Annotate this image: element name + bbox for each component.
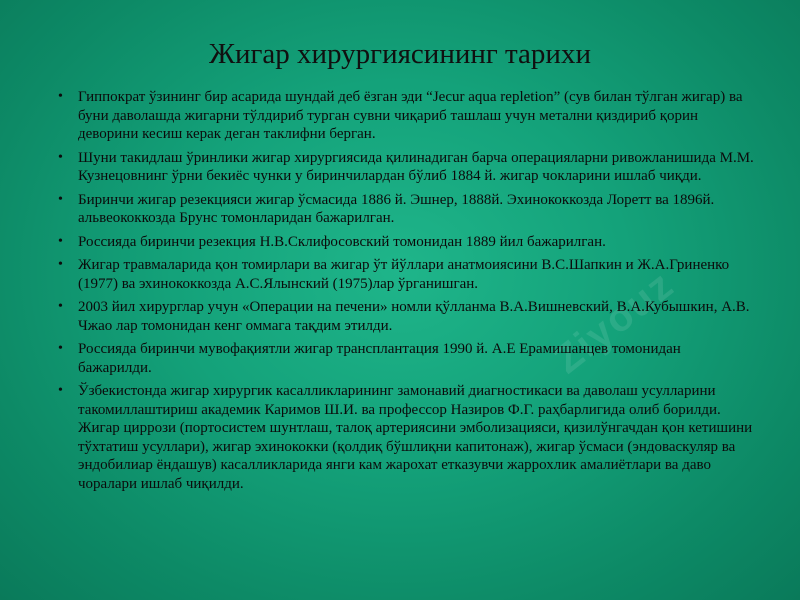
bullet-item-6 [58,298,758,335]
bullet-text: Шуни такидлаш ўринлики жигар хирургиясида қилинадиган барча операцияларни ривожланишида М.М. Кузнецовнинг ўрни бекиёс чунки у биринчилардан бўлиб 1884 й. жигар чокларини ишлаб чиқди. [78,149,754,184]
bullet-icon: • [58,257,63,272]
bullet-text: Жигар травмаларида қон томирлари ва жигар ўт йўллари анатмоиясини В.С.Шапкин и Ж.А.Гриненко (1977) ва эхинококкозда А.С.Ялынский (1975)лар ўрганишган. [78,257,730,292]
bullet-text: Биринчи жигар резекцияси жигар ўсмасида 1886 й. Эшнер, 1888й. Эхинококкозда Лоретт ва 1896й. альвеококкозда Брунс томонларидан бажарилган. [78,191,715,226]
bullet-item-7 [58,340,758,377]
bullet-item-5 [58,256,758,293]
bullet-text: Ўзбекистонда жигар хирургик касалликларининг замонавий диагностикаси ва даволаш усулларини такомиллаштириш академик Каримов Ш.И. ва профессор Назиров Ф.Г. раҳбарлигида олиб борилди. Жигар циррози (портосистем шунтлаш, талоқ артериясини эмболизацияси, қизилўнгачдан қон кетишини тўхтатиш усуллари), жигар эхинококки (қолдиқ бўшлиқни капитонаж), жигар ўсмаси (эндоваскуляр ва эндобилиар ёндашув) касалликларида янги кам жарохат етказувчи жаррохлик амалиётлари ва даво чоралари ишлаб чиқилди. [78,383,753,492]
bullet-text: Россияда биринчи резекция Н.В.Склифосовский томонидан 1889 йил бажарилган. [78,233,606,250]
bullet-list [58,88,758,498]
bullet-icon: • [58,341,63,356]
watermark: Ziyouz [546,262,683,383]
bullet-icon: • [58,299,63,314]
bullet-item-4 [58,233,758,252]
bullet-text: 2003 йил хирурглар учун «Операции на печени» номли қўлланма В.А.Вишневский, В.А.Кубышкин, А.В. Чжао лар томонидан кенг оммага тақдим этилди. [78,299,750,334]
bullet-item-1 [58,88,758,144]
slide-title: Жигар хирургиясининг тарихи [209,38,591,70]
bullet-text: Гиппократ ўзининг бир асарида шундай деб ёзган эди “Jecur aqua repletion” (сув билан тўлган жигар) ва буни даволашда жигарни тўлдириб турган сувни чиқариб ташлаш учун метални қиздириб қорин деворини кесиш керак деган таклифни берган. [78,89,743,142]
bullet-icon: • [58,191,63,207]
bullet-item-2 [58,149,758,186]
bullet-item-8 [58,382,758,493]
bullet-icon: • [58,89,63,104]
bullet-icon: • [58,383,63,398]
bullet-icon: • [58,149,63,165]
bullet-item-3 [58,191,758,228]
bullet-text: Россияда биринчи мувофақиятли жигар трансплантация 1990 й. А.Е Ерамишанцев томонидан бажарилди. [78,341,681,376]
bullet-icon: • [58,233,63,249]
